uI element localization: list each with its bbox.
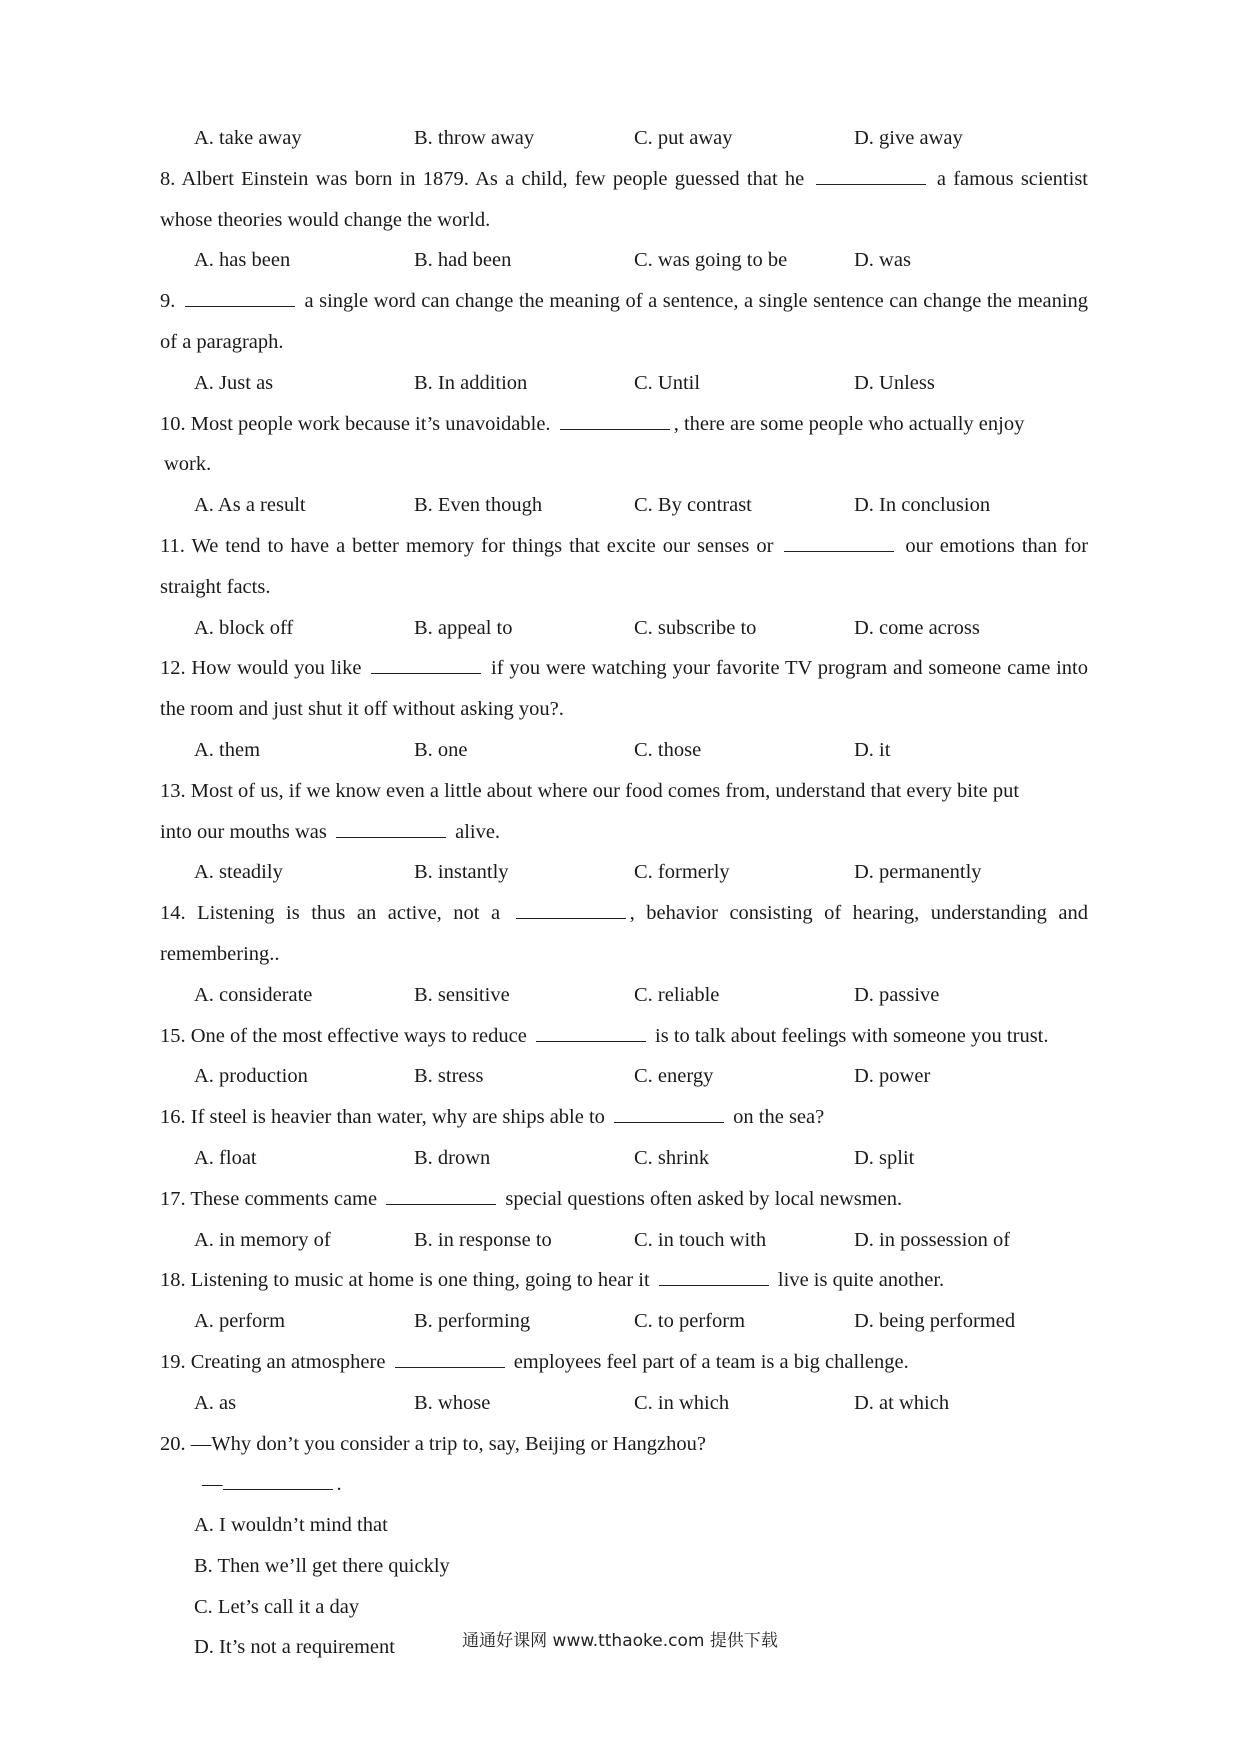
q10-options [160,485,1088,526]
q12-options [160,730,1088,771]
question-text: Most of us, if we know even a little about where our food comes from, understand that every bite put [190,779,1020,802]
answer-blank [560,411,670,430]
question-text: Albert Einstein was born in 1879. As a child, few people guessed that he [181,167,805,190]
option-a: A. considerate [194,983,313,1006]
option-a: A. float [194,1146,257,1169]
option-d: D. it [854,738,891,761]
dialogue-end: . [336,1473,342,1496]
option-d: D. permanently [854,861,982,884]
answer-blank [395,1349,505,1368]
option-c: C. reliable [634,983,720,1006]
option-c: C. Until [634,371,701,394]
option-a: A. production [194,1065,308,1088]
option-d: D. come across [854,616,980,639]
question-text: if you were watching your favorite TV program and someone [491,657,1002,680]
question-text: —Why don’t you consider a trip to, say, Beijing or Hangzhou? [190,1432,706,1455]
option-c: C. to perform [634,1310,746,1333]
option-b: B. instantly [414,861,509,884]
question-8 [160,159,1088,241]
option-a: A. take away [194,127,302,149]
question-text: employees feel part of a team is a big challenge. [513,1350,909,1373]
question-text: These comments came [190,1187,378,1210]
question-text: came into the room and just shut it off without asking you?. [160,657,1088,721]
answer-blank [536,1023,646,1042]
option-c: C. those [634,738,702,761]
question-14 [160,893,1088,975]
q18-options [160,1301,1088,1342]
question-text: special questions often asked by local newsmen. [505,1187,903,1210]
answer-blank [614,1104,724,1123]
option-c: C. in touch with [634,1228,767,1251]
option-a: A. as [194,1391,237,1414]
q13-options [160,852,1088,893]
question-11 [160,526,1088,608]
question-text: How would you like [191,657,362,680]
option-a: A. perform [194,1310,286,1333]
option-b: B. Even though [414,494,543,517]
option-a: A. in memory of [194,1228,331,1251]
question-13 [160,771,1088,853]
question-text: into our mouths was [160,820,327,843]
option-b: B. throw away [414,127,535,149]
option-b: B. In addition [414,371,528,394]
question-number: 12. [160,657,186,680]
q8-options [160,240,1088,281]
question-number: 15. [160,1024,186,1047]
question-number: 19. [160,1350,186,1373]
option-b: B. had been [414,249,512,272]
exam-page [160,118,1088,1668]
q7-options [160,118,1088,159]
option-c: C. put away [634,127,733,149]
question-text: If steel is heavier than water, why are ships able to [190,1106,605,1129]
question-16 [160,1097,1088,1138]
question-text: Listening to music at home is one thing, going to hear it [190,1269,650,1292]
dialogue-dash: — [202,1473,223,1496]
q14-options [160,975,1088,1016]
dialogue-response [160,1464,1088,1505]
question-text: alive. [455,820,501,843]
option-b: B. one [414,738,468,761]
question-text: remembering.. [160,942,280,965]
question-number: 11. [160,534,185,557]
option-d: D. at which [854,1391,950,1414]
option-d: D. was [854,249,911,272]
option-b: B. performing [414,1310,531,1333]
question-20 [160,1424,1088,1465]
question-text: , behavior consisting of hearing, understanding and [629,902,1088,925]
question-number: 8. [160,167,176,190]
question-12 [160,648,1088,730]
option-b: B. Then we’ll get there quickly [194,1554,450,1577]
option-d: D. being performed [854,1310,1016,1333]
question-text: , there are some people who actually enjoy [673,412,1025,435]
question-number: 10. [160,412,186,435]
option-d: D. power [854,1065,931,1088]
answer-blank [784,533,894,552]
question-number: 20. [160,1432,186,1455]
option-c: C. shrink [634,1146,710,1169]
answer-blank [336,819,446,838]
question-text: on the sea? [733,1106,825,1129]
option-d: D. split [854,1146,915,1169]
question-number: 9. [160,290,176,313]
option-b: B. drown [414,1146,491,1169]
option-c: C. formerly [634,861,730,884]
option-a: A. block off [194,616,294,639]
option-c: C. subscribe to [634,616,757,639]
question-number: 14. [160,902,186,925]
question-number: 13. [160,779,186,802]
question-text: One of the most effective ways to reduce [190,1024,527,1047]
question-number: 17. [160,1187,186,1210]
question-17 [160,1179,1088,1220]
question-text: meaning of a paragraph. [160,290,1089,353]
option-b: B. stress [414,1065,484,1088]
question-15 [160,1016,1088,1057]
q17-options [160,1220,1088,1261]
option-c: C. was going to be [634,249,788,272]
answer-blank [223,1471,333,1490]
answer-blank [185,288,295,307]
option-a: A. has been [194,249,291,272]
option-a: A. them [194,738,261,761]
question-9 [160,281,1088,363]
option-b: B. appeal to [414,616,513,639]
option-d: D. passive [854,983,940,1006]
option-d: D. In conclusion [854,494,991,517]
option-a: A. I wouldn’t mind that [194,1514,388,1537]
question-text: Creating an atmosphere [190,1350,386,1373]
page-footer: 通通好课网 www.tthaoke.com 提供下载 [462,1631,778,1651]
option-a: A. As a result [194,494,306,517]
question-text: live is quite another. [777,1269,945,1292]
option-c: C. in which [634,1391,730,1414]
question-19 [160,1342,1088,1383]
q16-options [160,1138,1088,1179]
option-a: A. steadily [194,861,283,884]
answer-blank [386,1186,496,1205]
question-text: We tend to have a better memory for things that excite our senses or [191,534,774,557]
q11-options [160,608,1088,649]
option-c: C. Let’s call it a day [194,1595,360,1618]
question-number: 16. [160,1106,186,1129]
question-text: Most people work because it’s unavoidable. [190,412,551,435]
question-18 [160,1260,1088,1301]
option-c: C. By contrast [634,494,752,517]
option-d: D. Unless [854,371,935,394]
question-text: a famous [936,167,1014,190]
question-text: Listening is thus an active, not a [197,902,501,925]
q19-options [160,1383,1088,1424]
question-text: trust. [1006,1024,1049,1047]
q9-options [160,363,1088,404]
answer-blank [371,655,481,674]
question-10 [160,404,1088,486]
question-text: our emotions than [905,534,1058,557]
answer-blank [659,1267,769,1286]
option-d: D. It’s not a requirement [194,1636,395,1659]
option-a: A. Just as [194,371,274,394]
question-number: 18. [160,1269,186,1292]
question-text: a single word can change the meaning of a sentence, a single sentence can change the [304,290,1012,313]
option-b: B. whose [414,1391,491,1414]
question-text: for straight facts. [160,534,1089,598]
option-b: B. in response to [414,1228,552,1251]
option-b: B. sensitive [414,983,510,1006]
question-text: work. [164,453,212,476]
q15-options [160,1056,1088,1097]
question-text: is to talk about feelings with someone you [655,1024,1002,1047]
answer-blank [516,900,626,919]
question-text: scientist whose theories would change the world. [160,167,1088,231]
option-c: C. energy [634,1065,714,1088]
option-d: D. in possession of [854,1228,1011,1251]
option-d: D. give away [854,127,963,149]
answer-blank [816,166,926,185]
